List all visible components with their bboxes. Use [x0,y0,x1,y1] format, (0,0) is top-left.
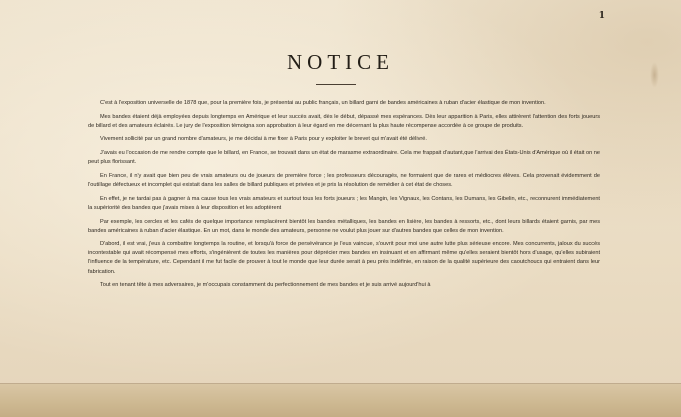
title-divider [316,84,356,85]
body-text [88,99,600,295]
paragraph: Mes bandes étaient déjà employées depuis longtemps en Amérique et leur succès avait, dès le début, dépassé mes espérances. Dès leur apparition à Paris, elles attirèrent l'attention des forts joueurs de billard et des amateurs éclairés. Le jury de l'exposition témoigna son approbation à leur égard en me décernant la plus haute récompense accordée à ce groupe de produits. [88,113,600,129]
paragraph: Tout en tenant tête à mes adversaires, je m'occupais constamment du perfectionnement de mes bandes et je suis arrivé aujourd'hui à [100,282,431,289]
page-margin-strip [0,384,681,417]
page-number: 1 [598,11,605,21]
page-title: NOTICE [287,50,394,74]
paragraph: En effet, je ne tardai pas à gagner à ma cause tous les vrais amateurs et surtout tous les forts joueurs ; les Mangin, les Vignaux, les Contans, les Dumans, les Gibelin, etc., reconnurent immédiatement la supériorité des bandes que j'avais mises à leur disposition et les adoptèrent [88,195,600,211]
paragraph: Vivement sollicité par un grand nombre d'amateurs, je me décidai à me fixer à Paris pour y exploiter le brevet qui m'avait été délivré. [100,136,427,143]
paragraph: J'avais eu l'occasion de me rendre compte que le billard, en France, se trouvait dans un état de marasme extraordinaire. Cela me frappait d'autant,que l'arrivai des États-Unis d'Amérique où il était on ne peut plus florissant. [88,150,600,166]
paragraph: Par exemple, les cercles et les cafés de quelque importance remplacèrent bientôt les bandes métalliques, les bandes en lisière, les bandes à ressorts, etc., dont leurs billards étaient garnis, par mes bandes américaines à ruban d'acier élastique. En un mot, dans le monde des amateurs, personne ne voulut plus jouer sur d'autres bandes que celles de mon invention. [88,218,600,234]
paragraph: C'est à l'exposition universelle de 1878 que, pour la première fois, je présentai au public français, un billard garni de bandes américaines à ruban d'acier élastique de mon invention. [100,100,546,106]
paragraph: En France, il n'y avait que bien peu de vrais amateurs ou de joueurs de première force ; les professeurs découragés, ne formaient que de rares et médiocres élèves. Cela provenait évidemment de l'outillage défectueux et incomplet qui existait dans les salles de billard publiques et privées et je pris la résolution de remédier à cet état de choses. [88,172,600,189]
paragraph: D'abord, il est vrai, j'eus à combattre longtemps la routine, et lorsqu'à force de persévérance je l'eus vaincue, s'ouvrit pour moi une autre lutte plus sérieuse encore. Mes concurrents, jaloux du succès incontestable qui avait récompensé mes efforts, s'ingénièrent de toutes les manières pour déprécier mes bandes en insinuant et en affirmant même qu'elles seraient bientôt hors d'usage, qu'elles subiraient l'influence de la température, etc. Cependant il me fut facile de prouver à tout le monde que leur durée serait à peu près indéfinie, en raison de la qualité supérieure des caoutchoucs qui entraient dans leur fabrication. [88,241,600,275]
